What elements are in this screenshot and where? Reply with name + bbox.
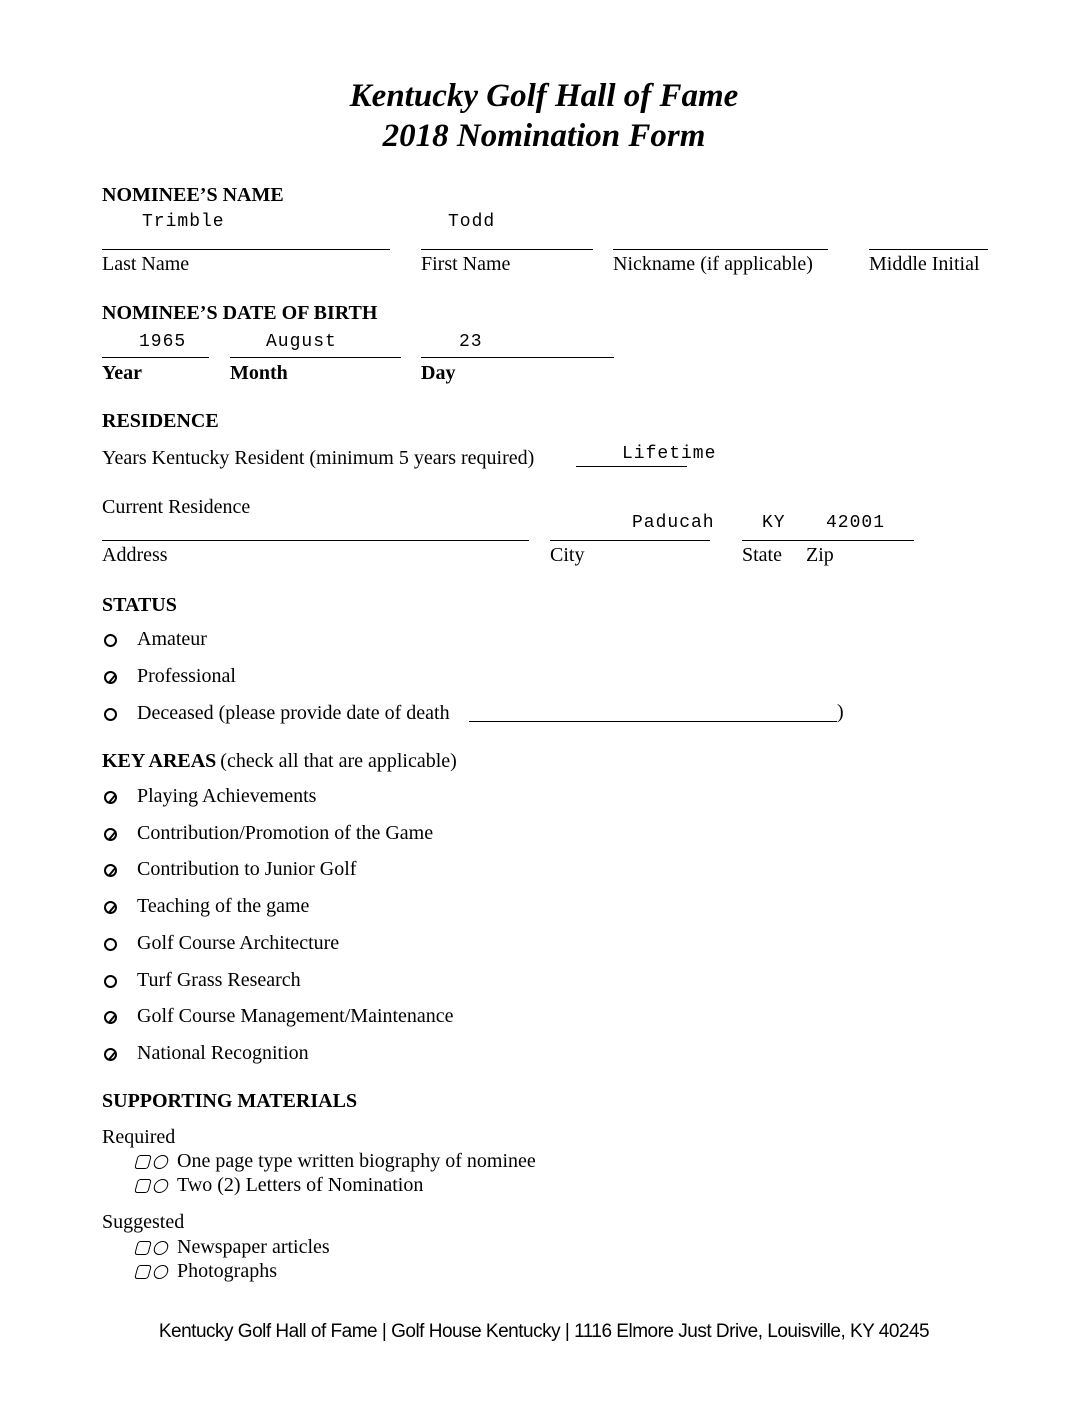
date-of-death-line xyxy=(469,721,837,722)
footer-address: Kentucky Golf Hall of Fame | Golf House Kentucky | 1116 Elmore Just Drive, Louisville, KY 40245 xyxy=(158,1321,930,1342)
zip-label: Zip xyxy=(806,544,834,566)
birth-day-label: Day xyxy=(421,362,456,384)
birth-day-field[interactable]: 23 xyxy=(459,332,483,352)
last-name-label: Last Name xyxy=(102,253,190,275)
nickname-label: Nickname (if applicable) xyxy=(613,253,813,275)
first-name-line xyxy=(421,249,593,250)
status-radio-2[interactable] xyxy=(104,671,117,684)
address-label: Address xyxy=(102,544,168,566)
form-title-line2: 2018 Nomination Form xyxy=(382,118,706,154)
city-label: City xyxy=(550,544,585,566)
required-item: Two (2) Letters of Nomination xyxy=(177,1174,424,1196)
key-area-radio-8[interactable] xyxy=(104,1048,117,1061)
key-areas-heading xyxy=(102,750,457,773)
form-title-line1: Kentucky Golf Hall of Fame xyxy=(349,78,739,114)
checkbox-icon[interactable] xyxy=(134,1177,174,1195)
nickname-line xyxy=(613,249,828,250)
last-name-field[interactable]: Trimble xyxy=(142,212,225,232)
status-option-label: Professional xyxy=(137,665,236,687)
deceased-close-paren: ) xyxy=(837,701,844,723)
status-option-label: Amateur xyxy=(137,628,207,650)
key-area-option-label: Contribution/Promotion of the Game xyxy=(137,821,434,844)
birth-year-field[interactable]: 1965 xyxy=(139,332,187,352)
key-area-radio-3[interactable] xyxy=(104,864,117,877)
key-area-radio-5[interactable] xyxy=(104,938,117,951)
key-area-option-label: Golf Course Management/Maintenance xyxy=(137,1005,454,1028)
years-resident-field[interactable]: Lifetime xyxy=(622,444,717,464)
key-areas-title: KEY AREAS xyxy=(102,750,217,772)
nominee-name-heading: NOMINEE’S NAME xyxy=(102,184,284,206)
birth-day-line xyxy=(421,357,614,358)
required-label: Required xyxy=(102,1126,176,1148)
birth-year-label: Year xyxy=(102,362,142,384)
current-residence-label: Current Residence xyxy=(102,496,251,518)
residence-heading: RESIDENCE xyxy=(102,410,219,432)
city-field[interactable]: Paducah xyxy=(632,513,715,533)
key-area-radio-2[interactable] xyxy=(104,828,117,841)
key-area-radio-6[interactable] xyxy=(104,975,117,988)
years-resident-label: Years Kentucky Resident (minimum 5 years required) xyxy=(102,447,535,469)
key-area-option-label: Turf Grass Research xyxy=(137,968,301,991)
key-area-option-label: Contribution to Junior Golf xyxy=(137,858,357,881)
status-radio-3[interactable] xyxy=(104,708,117,721)
address-line xyxy=(102,540,529,541)
first-name-label: First Name xyxy=(421,253,511,275)
status-heading: STATUS xyxy=(102,594,177,616)
status-option-label: Deceased (please provide date of death xyxy=(137,702,450,724)
key-area-option-label: Teaching of the game xyxy=(137,895,310,918)
state-zip-line xyxy=(742,540,914,541)
first-name-field[interactable]: Todd xyxy=(448,212,496,232)
key-area-option-label: Golf Course Architecture xyxy=(137,931,340,954)
suggested-label: Suggested xyxy=(102,1211,185,1233)
suggested-item: Photographs xyxy=(177,1260,277,1282)
status-radio-1[interactable] xyxy=(104,634,117,647)
birth-month-line xyxy=(230,357,401,358)
key-areas-note: (check all that are applicable) xyxy=(220,750,457,772)
dob-heading: NOMINEE’S DATE OF BIRTH xyxy=(102,302,378,324)
checkbox-icon[interactable] xyxy=(134,1263,174,1281)
state-label: State xyxy=(742,544,782,566)
checkbox-icon[interactable] xyxy=(134,1153,174,1171)
zip-field[interactable]: 42001 xyxy=(826,513,886,533)
city-line xyxy=(550,540,710,541)
suggested-item: Newspaper articles xyxy=(177,1236,330,1258)
middle-initial-label: Middle Initial xyxy=(869,253,980,275)
key-area-option-label: Playing Achievements xyxy=(137,785,317,807)
required-item: One page type written biography of nominee xyxy=(177,1150,536,1172)
birth-year-line xyxy=(102,357,209,358)
birth-month-label: Month xyxy=(230,362,288,384)
birth-month-field[interactable]: August xyxy=(266,332,337,352)
key-area-radio-1[interactable] xyxy=(104,791,117,804)
key-area-radio-7[interactable] xyxy=(104,1011,117,1024)
key-area-option-label: National Recognition xyxy=(137,1041,309,1064)
years-resident-line xyxy=(576,466,687,467)
middle-initial-line xyxy=(869,249,988,250)
supporting-heading: SUPPORTING MATERIALS xyxy=(102,1090,358,1112)
key-area-radio-4[interactable] xyxy=(104,901,117,914)
state-field[interactable]: KY xyxy=(762,513,786,533)
last-name-line xyxy=(102,249,390,250)
checkbox-icon[interactable] xyxy=(134,1239,174,1257)
